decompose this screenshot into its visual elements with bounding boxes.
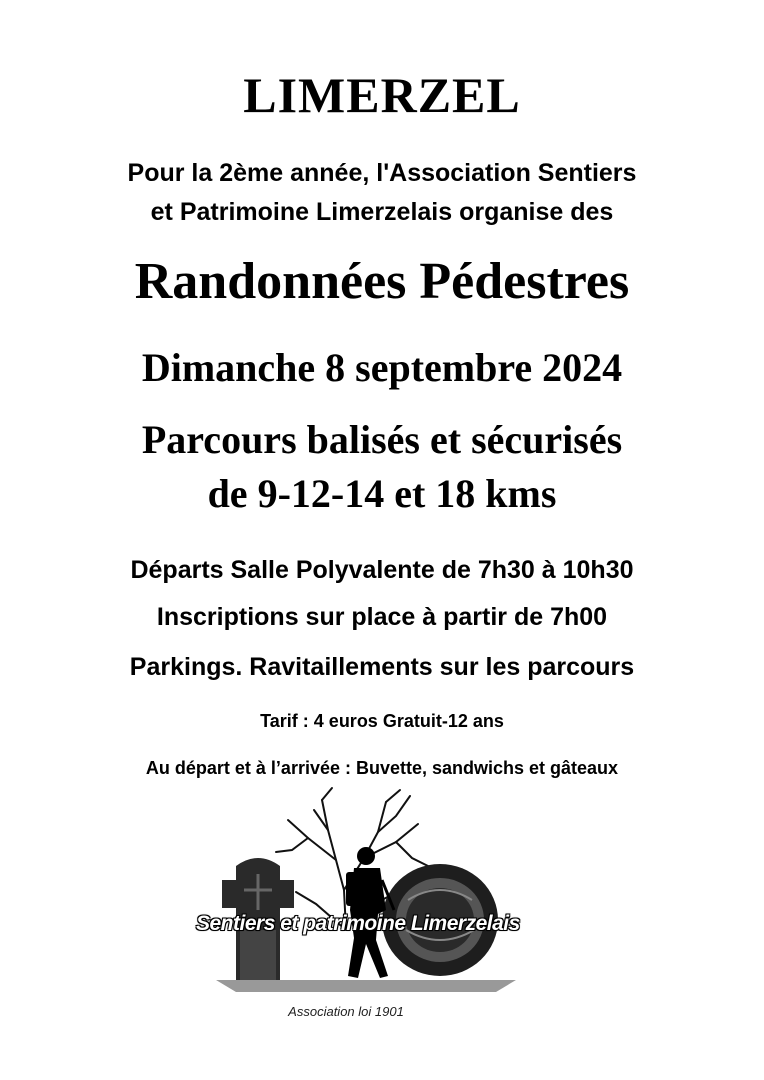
routes-line-2: de 9-12-14 et 18 kms	[207, 471, 557, 516]
logo-subtitle: Association loi 1901	[288, 1004, 404, 1019]
poster-title: LIMERZEL	[243, 67, 521, 123]
registration-info: Inscriptions sur place à partir de 7h00	[156, 603, 608, 631]
departures-info: Départs Salle Polyvalente de 7h30 à 10h30	[130, 556, 634, 584]
routes-line-1: Parcours balisés et sécurisés	[141, 417, 623, 462]
parking-info: Parkings. Ravitaillements sur les parcours	[129, 653, 635, 681]
price-info: Tarif : 4 euros Gratuit-12 ans	[260, 711, 504, 731]
intro-line-1: Pour la 2ème année, l'Association Sentiers	[127, 159, 637, 187]
refreshments-info: Au départ et à l’arrivée : Buvette, sandwichs et gâteaux	[145, 758, 619, 778]
event-date: Dimanche 8 septembre 2024	[141, 345, 623, 390]
intro-line-2: et Patrimoine Limerzelais organise des	[150, 198, 614, 226]
association-logo	[196, 780, 536, 1030]
event-headline: Randonnées Pédestres	[134, 253, 630, 310]
logo-text: Sentiers et patrimoine Limerzelais	[196, 912, 520, 935]
